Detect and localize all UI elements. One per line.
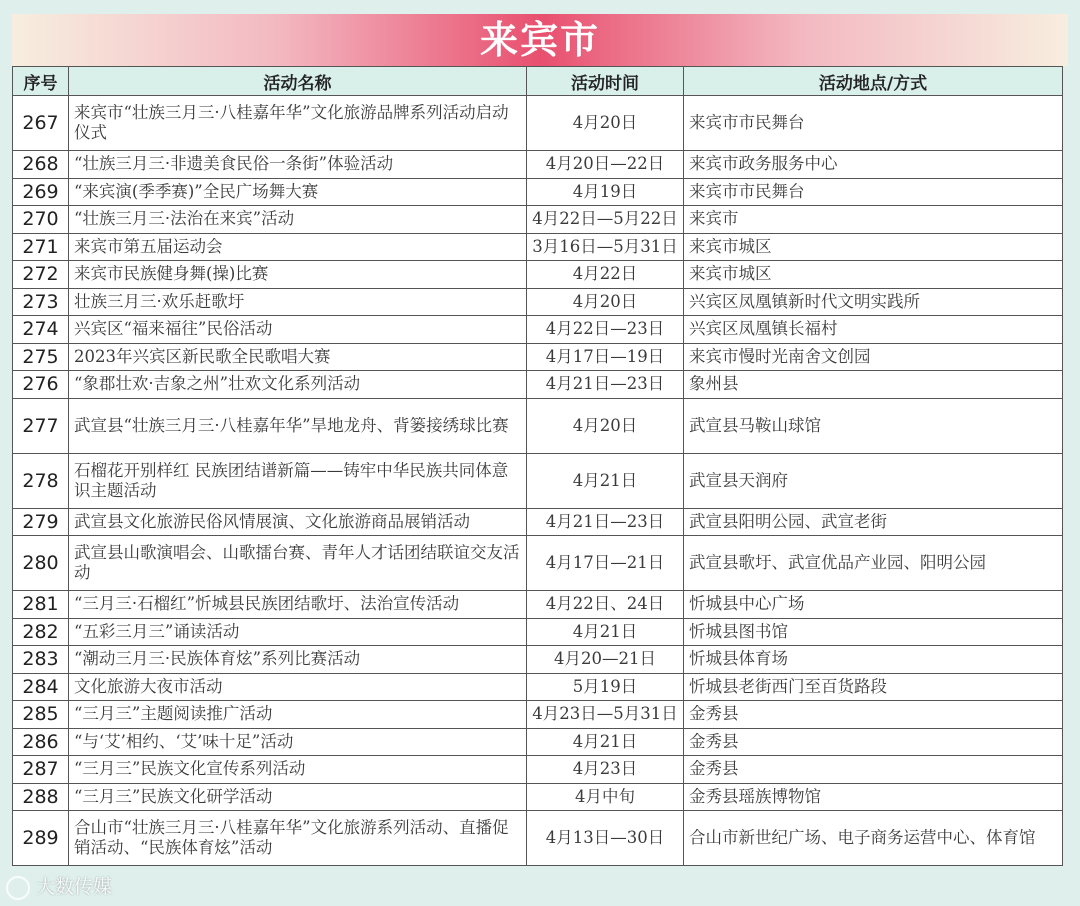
table-row [13,618,1063,646]
cell-activity-name: 武宣县“壮族三月三·八桂嘉年华”旱地龙舟、背篓接绣球比赛 [69,398,527,453]
table-row [13,261,1063,289]
cell-number: 270 [13,206,69,234]
table-row [13,398,1063,453]
cell-activity-date: 4月20日—22日 [527,151,684,179]
column-header-number: 序号 [13,67,69,96]
cell-number: 272 [13,261,69,289]
cell-activity-place: 金秀县 [684,728,1063,756]
cell-activity-place: 来宾市城区 [684,261,1063,289]
watermark-logo-icon [6,876,30,900]
cell-activity-name: “壮族三月三·非遗美食民俗一条街”体验活动 [69,151,527,179]
region-banner [12,14,1068,66]
cell-activity-place: 来宾市政务服务中心 [684,151,1063,179]
table-row [13,811,1063,866]
cell-activity-date: 4月21日 [527,728,684,756]
cell-activity-date: 4月21日 [527,453,684,508]
table-row [13,178,1063,206]
cell-activity-date: 4月21日—23日 [527,371,684,399]
cell-number: 277 [13,398,69,453]
cell-activity-name: 兴宾区“福来福往”民俗活动 [69,316,527,344]
cell-activity-name: 武宣县文化旅游民俗风情展演、文化旅游商品展销活动 [69,508,527,536]
cell-activity-place: 忻城县体育场 [684,646,1063,674]
cell-activity-name: “三月三”主题阅读推广活动 [69,701,527,729]
cell-activity-name: “潮动三月三·民族体育炫”系列比赛活动 [69,646,527,674]
table-row [13,233,1063,261]
column-header-date: 活动时间 [527,67,684,96]
cell-number: 283 [13,646,69,674]
cell-activity-name: “三月三·石榴红”忻城县民族团结歌圩、法治宣传活动 [69,591,527,619]
cell-activity-place: 武宣县马鞍山球馆 [684,398,1063,453]
cell-activity-place: 合山市新世纪广场、电子商务运营中心、体育馆 [684,811,1063,866]
cell-number: 276 [13,371,69,399]
table-row [13,646,1063,674]
cell-activity-name: “壮族三月三·法治在来宾”活动 [69,206,527,234]
cell-activity-name: 武宣县山歌演唱会、山歌擂台赛、青年人才话团结联谊交友活动 [69,536,527,591]
cell-activity-date: 3月16日—5月31日 [527,233,684,261]
cell-activity-name: 石榴花开别样红 民族团结谱新篇——铸牢中华民族共同体意识主题活动 [69,453,527,508]
cell-activity-date: 4月22日—5月22日 [527,206,684,234]
table-row [13,453,1063,508]
cell-activity-name: 来宾市第五届运动会 [69,233,527,261]
cell-activity-place: 兴宾区凤凰镇新时代文明实践所 [684,288,1063,316]
cell-activity-place: 武宣县天润府 [684,453,1063,508]
cell-number: 280 [13,536,69,591]
activity-table [12,66,1063,866]
column-header-place: 活动地点/方式 [684,67,1063,96]
cell-activity-name: 来宾市“壮族三月三·八桂嘉年华”文化旅游品牌系列活动启动仪式 [69,96,527,151]
watermark [6,872,112,900]
cell-activity-date: 4月19日 [527,178,684,206]
table-header-row [13,67,1063,96]
cell-activity-place: 来宾市市民舞台 [684,178,1063,206]
cell-activity-date: 4月20日 [527,288,684,316]
table-row [13,536,1063,591]
cell-number: 286 [13,728,69,756]
cell-activity-place: 来宾市 [684,206,1063,234]
cell-activity-date: 4月17日—21日 [527,536,684,591]
column-header-name: 活动名称 [69,67,527,96]
cell-activity-name: 2023年兴宾区新民歌全民歌唱大赛 [69,343,527,371]
cell-activity-name: 来宾市民族健身舞(操)比赛 [69,261,527,289]
cell-activity-place: 来宾市城区 [684,233,1063,261]
cell-number: 287 [13,756,69,784]
cell-activity-place: 武宣县阳明公园、武宣老街 [684,508,1063,536]
cell-activity-place: 忻城县图书馆 [684,618,1063,646]
cell-activity-name: “三月三”民族文化研学活动 [69,783,527,811]
cell-number: 273 [13,288,69,316]
cell-activity-date: 4月21日 [527,618,684,646]
cell-activity-name: 壮族三月三·欢乐赶歌圩 [69,288,527,316]
cell-number: 275 [13,343,69,371]
table-row [13,343,1063,371]
cell-activity-name: “与‘艾’相约、‘艾’味十足”活动 [69,728,527,756]
table-row [13,673,1063,701]
cell-activity-place: 忻城县中心广场 [684,591,1063,619]
table-row [13,591,1063,619]
cell-activity-date: 4月中旬 [527,783,684,811]
cell-activity-date: 4月13日—30日 [527,811,684,866]
cell-activity-place: 象州县 [684,371,1063,399]
cell-activity-date: 4月17日—19日 [527,343,684,371]
cell-activity-place: 来宾市慢时光南舍文创园 [684,343,1063,371]
cell-number: 289 [13,811,69,866]
cell-number: 284 [13,673,69,701]
cell-number: 278 [13,453,69,508]
watermark-text: 大数传媒 [36,876,113,898]
cell-number: 274 [13,316,69,344]
cell-activity-date: 4月20日 [527,398,684,453]
cell-number: 267 [13,96,69,151]
cell-number: 282 [13,618,69,646]
table-row [13,151,1063,179]
region-title: 来宾市 [479,18,600,62]
cell-number: 268 [13,151,69,179]
table-row [13,756,1063,784]
cell-activity-place: 来宾市市民舞台 [684,96,1063,151]
cell-activity-place: 兴宾区凤凰镇长福村 [684,316,1063,344]
cell-activity-name: 合山市“壮族三月三·八桂嘉年华”文化旅游系列活动、直播促销活动、“民族体育炫”活动 [69,811,527,866]
cell-activity-place: 金秀县 [684,756,1063,784]
cell-number: 269 [13,178,69,206]
table-row [13,316,1063,344]
cell-number: 288 [13,783,69,811]
cell-activity-name: “象郡壮欢·吉象之州”壮欢文化系列活动 [69,371,527,399]
cell-activity-date: 4月22日 [527,261,684,289]
cell-number: 279 [13,508,69,536]
table-row [13,371,1063,399]
cell-number: 271 [13,233,69,261]
cell-activity-place: 金秀县 [684,701,1063,729]
cell-activity-name: “来宾演(季季赛)”全民广场舞大赛 [69,178,527,206]
cell-number: 285 [13,701,69,729]
cell-activity-date: 5月19日 [527,673,684,701]
cell-activity-date: 4月20日 [527,96,684,151]
cell-activity-date: 4月20—21日 [527,646,684,674]
cell-number: 281 [13,591,69,619]
cell-activity-date: 4月22日—23日 [527,316,684,344]
cell-activity-place: 武宣县歌圩、武宣优品产业园、阳明公园 [684,536,1063,591]
cell-activity-name: “五彩三月三”诵读活动 [69,618,527,646]
cell-activity-name: 文化旅游大夜市活动 [69,673,527,701]
cell-activity-name: “三月三”民族文化宣传系列活动 [69,756,527,784]
table-row [13,288,1063,316]
table-row [13,206,1063,234]
cell-activity-date: 4月23日—5月31日 [527,701,684,729]
table-row [13,728,1063,756]
cell-activity-place: 忻城县老街西门至百货路段 [684,673,1063,701]
table-row [13,701,1063,729]
cell-activity-date: 4月23日 [527,756,684,784]
table-row [13,508,1063,536]
cell-activity-date: 4月21日—23日 [527,508,684,536]
table-row [13,96,1063,151]
cell-activity-date: 4月22日、24日 [527,591,684,619]
table-row [13,783,1063,811]
cell-activity-place: 金秀县瑶族博物馆 [684,783,1063,811]
